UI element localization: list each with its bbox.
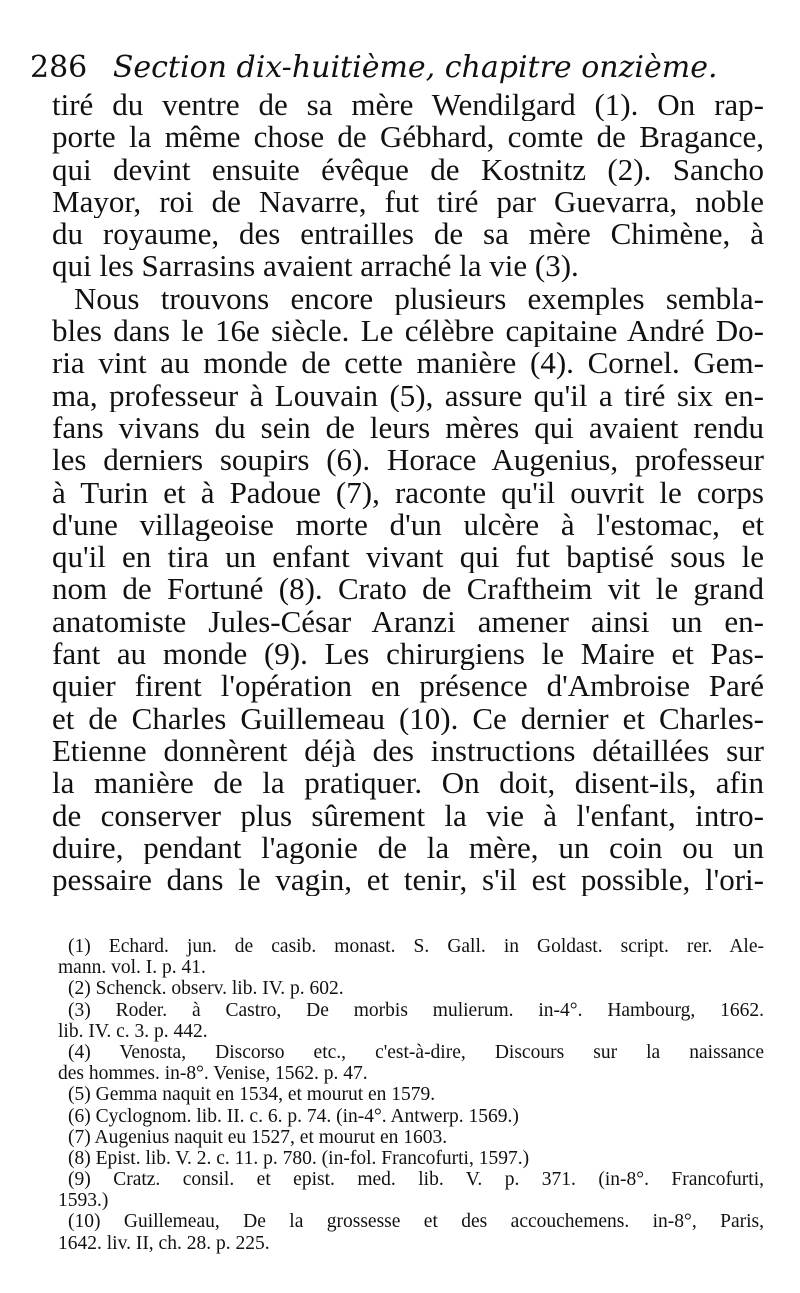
footnote-line: (6) Cyclognom. lib. II. c. 6. p. 74. (in-4°. Antwerp. 1569.)	[68, 1105, 519, 1127]
text-line: la manière de la pratiquer. On doit, disent-ils, afin	[52, 767, 764, 800]
footnote-line: mann. vol. I. p. 41.	[58, 957, 206, 979]
text-line: fant au monde (9). Les chirurgiens le Maire et Pas-	[52, 638, 764, 671]
footnote-line: lib. IV. c. 3. p. 442.	[58, 1020, 208, 1042]
running-title: Section dix-huitième, chapitre onzième.	[112, 50, 718, 85]
footnote-line: 1593.)	[58, 1190, 109, 1212]
text-line: bles dans le 16e siècle. Le célèbre capitaine André Do-	[52, 315, 764, 348]
footnote-line: des hommes. in-8°. Venise, 1562. p. 47.	[58, 1063, 368, 1085]
text-line: et de Charles Guillemeau (10). Ce dernier et Charles-	[52, 702, 764, 735]
text-line: de conserver plus sûrement la vie à l'enfant, intro-	[52, 799, 764, 832]
text-line: duire, pendant l'agonie de la mère, un coin ou un	[52, 831, 764, 865]
text-line: du royaume, des entrailles de sa mère Chimène, à	[52, 218, 764, 251]
text-line: porte la même chose de Gébhard, comte de Bragance,	[52, 121, 764, 154]
text-line: anatomiste Jules-César Aranzi amener ainsi un en-	[52, 605, 764, 639]
footnote-line: (8) Epist. lib. V. 2. c. 11. p. 780. (in-fol. Francofurti, 1597.)	[68, 1147, 530, 1169]
text-line: Nous trouvons encore plusieurs exemples sembla-	[74, 282, 764, 316]
footnotes	[58, 936, 764, 1254]
text-line: à Turin et à Padoue (7), raconte qu'il ouvrit le corps	[52, 476, 764, 509]
footnote-line: (5) Gemma naquit en 1534, et mourut en 1579.	[68, 1084, 436, 1106]
text-line: nom de Fortuné (8). Crato de Craftheim vit le grand	[52, 573, 764, 606]
footnote-line: (1) Echard. jun. de casib. monast. S. Gall. in Goldast. script. rer. Ale-	[68, 936, 764, 957]
footnote-line: (2) Schenck. observ. lib. IV. p. 602.	[68, 978, 344, 1000]
text-line: Etienne donnèrent déjà des instructions détaillées sur	[52, 734, 764, 768]
footnote-line: (10) Guillemeau, De la grossesse et des accouchemens. in-8°, Paris,	[68, 1211, 764, 1233]
footnote-line: 1642. liv. II, ch. 28. p. 225.	[58, 1232, 270, 1254]
footnote-line: (9) Cratz. consil. et epist. med. lib. V. p. 371. (in-8°. Francofurti,	[68, 1169, 764, 1191]
footnote-line: (7) Augenius naquit eu 1527, et mourut en 1603.	[68, 1126, 448, 1148]
text-line: quier firent l'opération en présence d'Ambroise Paré	[52, 670, 764, 703]
text-line: fans vivans du sein de leurs mères qui avaient rendu	[52, 411, 764, 445]
text-line: pessaire dans le vagin, et tenir, s'il est possible, l'ori-	[52, 864, 764, 897]
main-text	[52, 89, 764, 896]
footnote-line: (3) Roder. à Castro, De morbis mulierum. in-4°. Hambourg, 1662.	[68, 999, 764, 1021]
text-line: ma, professeur à Louvain (5), assure qu'il a tiré six en-	[52, 379, 764, 412]
text-line: les derniers soupirs (6). Horace Augenius, professeur	[52, 444, 764, 477]
text-line: qu'il en tira un enfant vivant qui fut baptisé sous le	[52, 541, 764, 574]
text-line: Mayor, roi de Navarre, fut tiré par Guevarra, noble	[52, 185, 764, 219]
text-line: qui devint ensuite évêque de Kostnitz (2). Sancho	[52, 153, 764, 186]
text-line: ria vint au monde de cette manière (4). Cornel. Gem-	[52, 347, 764, 380]
text-line: d'une villageoise morte d'un ulcère à l'estomac, et	[52, 508, 764, 542]
footnote-line: (4) Venosta, Discorso etc., c'est-à-dire, Discours sur la naissance	[68, 1041, 764, 1063]
page-number: 286	[30, 50, 88, 85]
running-header	[30, 48, 770, 88]
text-line: qui les Sarrasins avaient arraché la vie (3).	[52, 250, 579, 283]
text-line: tiré du ventre de sa mère Wendilgard (1). On rap-	[52, 89, 764, 122]
